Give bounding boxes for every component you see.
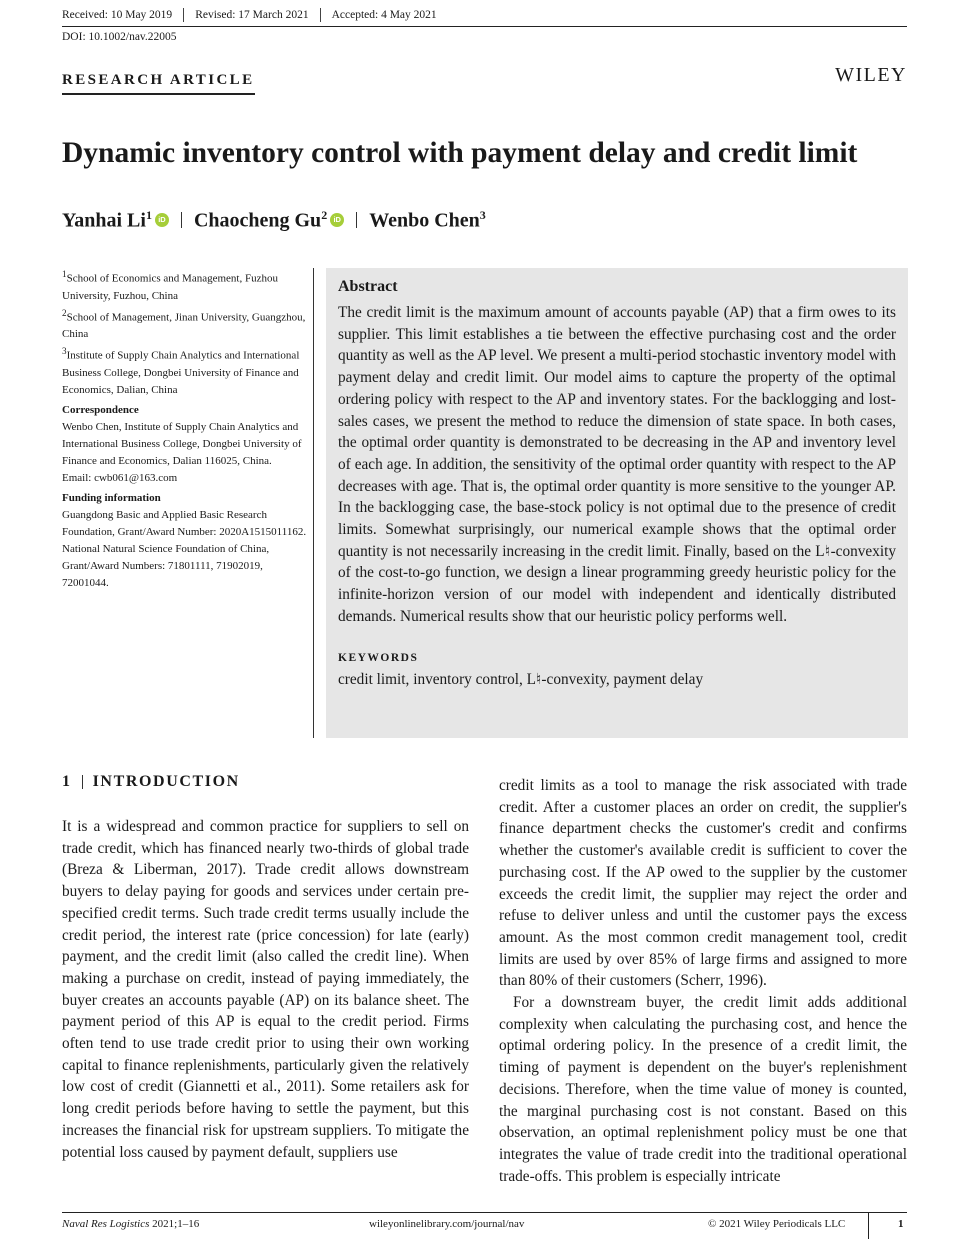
correspondence-email[interactable]: Email: cwb061@163.com — [62, 471, 178, 484]
keywords-list: credit limit, inventory control, L♮-convexity, payment delay — [338, 670, 704, 688]
correspondence-text: Wenbo Chen, Institute of Supply Chain Analytics and International Business College, Dongbei University of Finance and Economics, Dalian 116025, China. — [62, 420, 302, 467]
side-info-column — [62, 266, 307, 592]
abstract-heading: Abstract — [338, 278, 398, 295]
page-footer — [62, 1212, 907, 1239]
author-1[interactable]: Yanhai Li$^1$ — [62, 208, 152, 232]
abstract-text: The credit limit is the maximum amount of accounts payable (AP) that a firm owes to its supplier. This limit establishes a tie between the effective purchasing cost and the order quantity as well as the AP level. We present a multi-period stochastic inventory model with payment delay and credit limit. Our model aims to capture the property of the optimal ordering policy with respect to the AP and inventory states. For the backlogging and lost-sales cases, we present the method to reduce the dimension of state space. In both cases, the optimal order quantity is demonstrated to be decreasing in the AP and inventory level of each age. In addition, the sensitivity of the optimal order quantity with respect to the AP decreases with age. That is, the optimal order quantity is more sensitive to the younger AP. In the backlogging case, the base-stock policy is not optimal due to the presence of credit limits. Somewhat surprisingly, our numerical example shows that the optimal order quantity is not necessarily increasing in the credit limit. Finally, based on the L♮-convexity of the cost-to-go function, we design a linear programming greedy heuristic policy for the infinite-horizon version of our model with independent and identically distributed demands. Numerical results show that our heuristic policy performs well. — [338, 304, 896, 625]
publisher-logo: WILEY — [835, 64, 907, 86]
correspondence-heading: Correspondence — [62, 403, 139, 416]
keywords-heading: KEYWORDS — [338, 651, 419, 664]
journal-website-link[interactable]: wileyonlinelibrary.com/journal/nav — [369, 1218, 525, 1230]
affiliation-1: $^1$School of Economics and Management, Fuzhou University, Fuzhou, China — [62, 269, 278, 302]
revised-date: Revised: 17 March 2021 — [195, 8, 320, 22]
section-heading — [62, 773, 240, 791]
affiliation-3: $^3$Institute of Supply Chain Analytics and International Business College, Dongbei University of Finance and Economics, Dalian, China — [62, 346, 300, 396]
history-dates-bar — [62, 4, 907, 27]
author-2[interactable]: Chaocheng Gu$^2$ — [193, 208, 328, 232]
funding-text: Guangdong Basic and Applied Basic Research Foundation, Grant/Award Number: 2020A1515011162. National Natural Science Foundation of China, Grant/Award Numbers: 71801111, 71902019, 72001044. — [62, 508, 307, 589]
body-paragraph: For a downstream buyer, the credit limit adds additional complexity when calculating the purchasing cost, and hence the optimal ordering policy. In the presence of a credit limit, the timing of payment is dependent on the buyer's replenishment decisions. Therefore, when the time value of money is counted, the marginal purchasing cost is not constant. Based on this observation, an optimal replenishment policy must be one that integrates the value of trade credit into the traditional operational trade-offs. This problem is especially intricate — [499, 994, 907, 1185]
section-number: 1 — [62, 773, 72, 790]
author-3[interactable]: Wenbo Chen$^3$ — [369, 208, 486, 232]
received-date: Received: 10 May 2019 — [62, 8, 184, 22]
accepted-date: Accepted: 4 May 2021 — [331, 9, 437, 21]
body-paragraph: credit limits as a tool to manage the risk associated with trade credit. After a customer places an order on credit, the supplier's finance department checks the customer's credit and confirms whether the customer's available credit is sufficient to cover the purchasing cost. If the AP owed to the supplier by the customer exceeds the credit limit, the supplier may reject the order and refuse to deliver unless and until the customer pays the excess amount. As the most common credit management tool, credit limits are used by over 85% of large firms and assigned to more than 80% of their customers (Scherr, 1996). — [499, 777, 907, 990]
abstract-box — [326, 268, 908, 738]
doi-link[interactable]: DOI: 10.1002/nav.22005 — [62, 31, 177, 43]
funding-heading: Funding information — [62, 491, 161, 504]
section-divider — [82, 775, 83, 789]
column-divider — [313, 268, 314, 738]
page-number: 1 — [898, 1218, 904, 1230]
author-divider — [181, 212, 182, 228]
affiliation-2: $^2$School of Management, Jinan University, Guangzhou, China — [62, 307, 306, 341]
orcid-icon[interactable]: iD — [330, 213, 344, 227]
copyright-notice: © 2021 Wiley Periodicals LLC — [708, 1218, 846, 1230]
orcid-icon[interactable]: iD — [155, 213, 169, 227]
author-divider — [356, 212, 357, 228]
paper-title: Dynamic inventory control with payment delay and credit limit — [62, 137, 858, 169]
body-column-right — [499, 775, 907, 1187]
section-title: INTRODUCTION — [92, 773, 240, 790]
author-list — [62, 208, 486, 233]
journal-citation: Naval Res Logistics 2021;1–16 — [62, 1218, 200, 1230]
body-column-left: It is a widespread and common practice for suppliers to sell on trade credit, which has financed nearly two-thirds of global trade (Breza & Liberman, 2017). Trade credit allows downstream buyers to delay paying for goods and services under certain pre-specified credit terms. Such trade credit terms usually include the credit period, the interest rate (price concession) for late (early) payment, and the credit limit (also called the credit line). When making a purchase on credit, instead of paying immediately, the buyer creates an accounts payable (AP) on its balance sheet. The payment period of this AP is equal to the credit period. Firms often tend to use trade credit prior to using their own working capital to finance replenishments, particularly given the relatively low cost of credit (Giannetti et al., 2011). Some retailers ask for long credit periods before having to settle the payment, but this increases the financial risk for upstream suppliers. To mitigate the potential loss caused by payment default, suppliers use — [62, 818, 469, 1161]
footer-divider — [868, 1213, 869, 1239]
article-type-label: RESEARCH ARTICLE — [62, 72, 255, 95]
